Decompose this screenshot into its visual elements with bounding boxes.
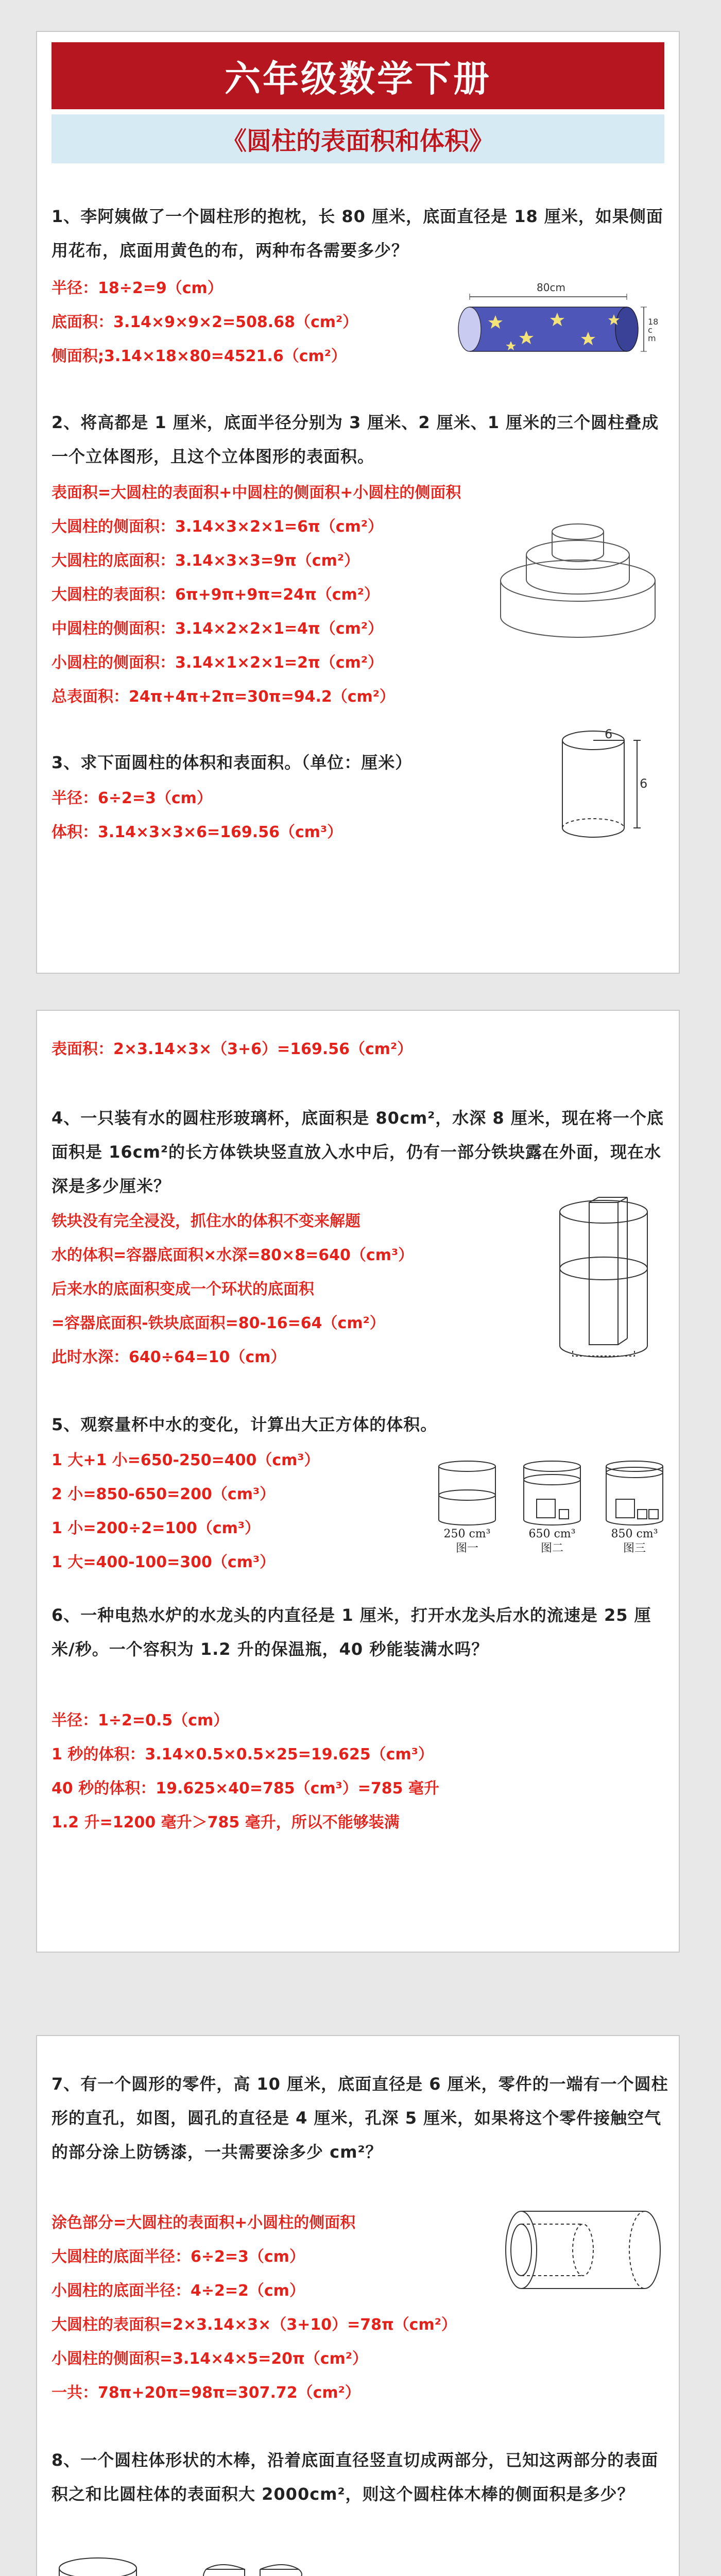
q7-answer-line: 一共：78π+20π=98π=307.72（cm²） <box>52 2384 360 2402</box>
pillow-diameter-label: 18cm <box>648 317 659 343</box>
page-2 <box>36 1010 680 1953</box>
measuring-cup-3 <box>598 1459 671 1555</box>
q2-answer-line: 表面积=大圆柱的表面积+中圆柱的侧面积+小圆柱的侧面积 <box>52 484 461 502</box>
page-subtitle: 《圆柱的表面积和体积》 <box>52 114 664 163</box>
cup-1-volume: 250 cm³ <box>443 1528 491 1540</box>
q6-answer-line: 1 秒的体积：3.14×0.5×0.5×25=19.625（cm³） <box>52 1745 434 1764</box>
q3-answer-line: 体积：3.14×3×3×6=169.56（cm³） <box>52 823 343 841</box>
stacked-cylinders-figure <box>495 519 660 642</box>
q2-answer-line: 大圆柱的底面积：3.14×3×3=9π（cm²） <box>52 552 359 570</box>
cup-3-volume: 850 cm³ <box>611 1528 658 1540</box>
question-2: 2、将高都是 1 厘米，底面半径分别为 3 厘米、2 厘米、1 厘米的三个圆柱叠成一个立体图形，且这个立体图形的表面积。 <box>52 413 659 466</box>
q2-answer-line: 总表面积：24π+4π+2π=30π=94.2（cm²） <box>52 688 395 706</box>
question-8: 8、一个圆柱体形状的木棒，沿着底面直径竖直切成两部分，已知这两部分的表面积之和比圆柱体的表面积大 2000cm²，则这个圆柱体木棒的侧面积是多少？ <box>52 2450 659 2504</box>
q7-answer-line: 涂色部分=大圆柱的表面积+小圆柱的侧面积 <box>52 2214 356 2232</box>
q3-height-label: 6 <box>640 776 648 791</box>
q3-diameter-label: 6 <box>605 727 613 741</box>
page-1 <box>36 31 680 974</box>
q5-answer-line: 2 小=850-650=200（cm³） <box>52 1485 276 1503</box>
q2-answer-line: 中圆柱的侧面积：3.14×2×2×1=4π（cm²） <box>52 620 383 638</box>
measuring-cup-2 <box>516 1459 588 1555</box>
cylinder-figure-q3 <box>552 725 650 843</box>
q7-answer-line: 大圆柱的底面半径：6÷2=3（cm） <box>52 2248 305 2266</box>
q3-answer-continued: 表面积：2×3.14×3×（3+6）=169.56（cm²） <box>52 1040 413 1058</box>
page-title: 六年级数学下册 <box>52 42 664 109</box>
measuring-cup-1 <box>431 1459 503 1555</box>
q4-answer-line: =容器底面积-铁块底面积=80-16=64（cm²） <box>52 1314 385 1332</box>
question-5: 5、观察量杯中水的变化，计算出大正方体的体积。 <box>52 1415 438 1434</box>
q6-answer-line: 40 秒的体积：19.625×40=785（cm³）=785 毫升 <box>52 1780 439 1798</box>
pillow-figure <box>449 281 660 362</box>
q4-answer-line: 此时水深：640÷64=10（cm） <box>52 1348 286 1366</box>
q6-answer-line: 1.2 升=1200 毫升＞785 毫升，所以不能够装满 <box>52 1814 400 1832</box>
q2-answer-line: 大圆柱的表面积：6π+9π+9π=24π（cm²） <box>52 586 380 604</box>
q2-answer-line: 小圆柱的侧面积：3.14×1×2×1=2π（cm²） <box>52 654 383 672</box>
q1-answer-line: 底面积：3.14×9×9×2=508.68（cm²） <box>52 313 358 331</box>
q7-answer-line: 小圆柱的底面半径：4÷2=2（cm） <box>52 2282 305 2300</box>
q7-answer-line: 小圆柱的侧面积=3.14×4×5=20π（cm²） <box>52 2350 368 2368</box>
cup-2-volume: 650 cm³ <box>528 1528 576 1540</box>
question-4: 4、一只装有水的圆柱形玻璃杯，底面积是 80cm²，水深 8 厘米，现在将一个底面积是 16cm²的长方体铁块竖直放入水中后，仍有一部分铁块露在外面，现在水深是多少厘米？ <box>52 1108 664 1196</box>
question-1: 1、李阿姨做了一个圆柱形的抱枕，长 80 厘米，底面直径是 18 厘米，如果侧面用花布，底面用黄色的布，两种布各需要多少？ <box>52 207 663 260</box>
cup-2-caption: 图二 <box>540 1542 563 1555</box>
part-with-hole-figure <box>501 2206 665 2294</box>
cup-3-caption: 图三 <box>623 1542 646 1555</box>
q3-answer-line: 半径：6÷2=3（cm） <box>52 789 212 807</box>
q5-answer-line: 1 大=400-100=300（cm³） <box>52 1553 276 1571</box>
page-3 <box>36 2035 680 2576</box>
q1-answer-line: 半径：18÷2=9（cm） <box>52 279 223 297</box>
glass-with-iron-block-figure <box>552 1196 655 1361</box>
q7-answer-line: 大圆柱的表面积=2×3.14×3×（3+10）=78π（cm²） <box>52 2316 457 2334</box>
q1-answer-line: 侧面积;3.14×18×80=4521.6（cm²） <box>52 347 347 365</box>
question-6: 6、一种电热水炉的水龙头的内直径是 1 厘米，打开水龙头后水的流速是 25 厘米/秒。一个容积为 1.2 升的保温瓶，40 秒能装满水吗？ <box>52 1605 651 1659</box>
question-3: 3、求下面圆柱的体积和表面积。（单位：厘米） <box>52 753 413 772</box>
q4-answer-line: 水的体积=容器底面积×水深=80×8=640（cm³） <box>52 1246 414 1264</box>
q5-answer-line: 1 大+1 小=650-250=400（cm³） <box>52 1451 320 1469</box>
pillow-length-label: 80cm <box>537 281 565 294</box>
q4-answer-line: 铁块没有完全浸没，抓住水的体积不变来解题 <box>52 1212 360 1230</box>
q2-answer-line: 大圆柱的侧面积：3.14×3×2×1=6π（cm²） <box>52 518 383 536</box>
question-7: 7、有一个圆形的零件，高 10 厘米，底面直径是 6 厘米，零件的一端有一个圆柱形的直孔，如图，圆孔的直径是 4 厘米，孔深 5 厘米，如果将这个零件接触空气的部分涂上防锈漆，一共需要涂多少 cm²？ <box>52 2074 668 2162</box>
q6-answer-line: 半径：1÷2=0.5（cm） <box>52 1711 229 1730</box>
q5-answer-line: 1 小=200÷2=100（cm³） <box>52 1519 261 1537</box>
cup-1-caption: 图一 <box>455 1542 478 1555</box>
q4-answer-line: 后来水的底面积变成一个环状的底面积 <box>52 1280 314 1298</box>
wood-cut-figure <box>52 2554 340 2576</box>
